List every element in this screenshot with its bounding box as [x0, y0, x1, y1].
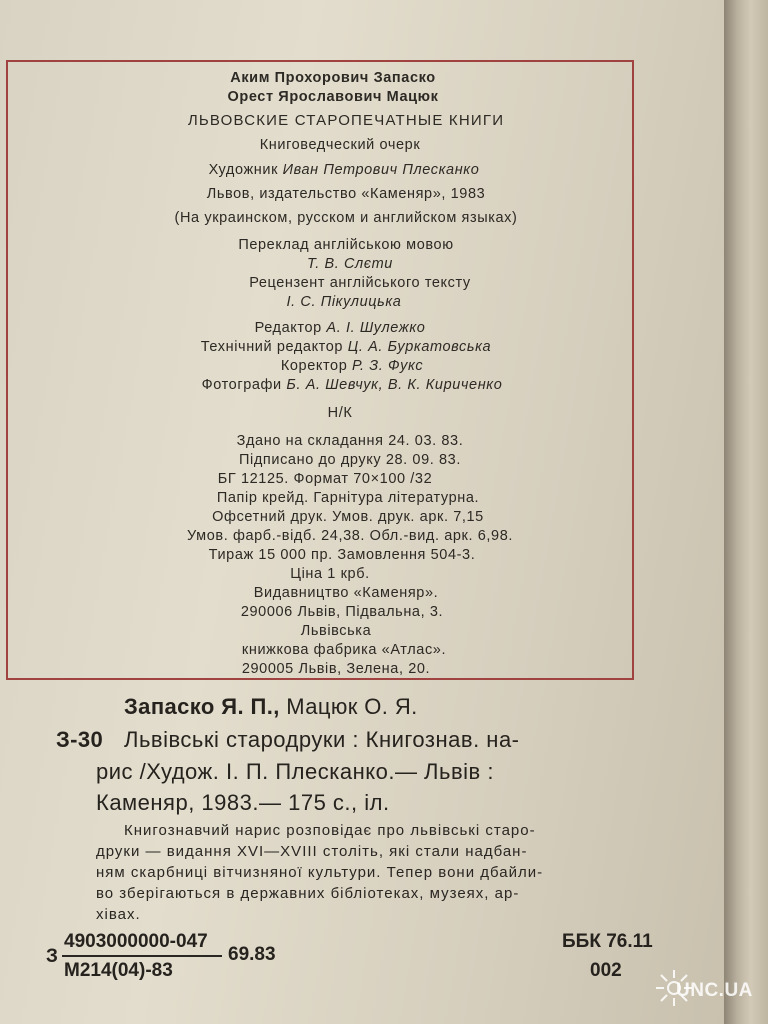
- annotation-line-1: Книгознавчий нарис розповідає про львівські старо-: [124, 822, 536, 839]
- annotation-line-5: хівах.: [96, 906, 141, 923]
- tech-line-6: Умов. фарб.-відб. 24,38. Обл.-вид. арк. 6,98.: [186, 528, 514, 544]
- editor-line: [255, 320, 426, 336]
- proofreader-line: [281, 358, 423, 374]
- tech-editor-line: [201, 339, 491, 355]
- bbk-code: ББК 76.11: [562, 931, 653, 952]
- catalog-entry-3: Каменяр, 1983.— 175 с., іл.: [96, 790, 390, 815]
- factory-name: книжкова фабрика «Атлас».: [241, 642, 447, 658]
- page-edge-shadow: [724, 0, 768, 1024]
- translator: Т. В. Слєти: [307, 256, 393, 272]
- artist-line: [209, 162, 480, 178]
- publisher-address: 290006 Львів, Підвальна, 3.: [240, 604, 444, 620]
- tech-line-4: Папір крейд. Гарнітура літературна.: [216, 490, 480, 506]
- photographers-line: [202, 377, 503, 393]
- fraction-line: [62, 955, 222, 957]
- tech-line-7: Тираж 15 000 пр. Замовлення 504-3.: [208, 547, 476, 563]
- bbk-number: 002: [590, 960, 622, 981]
- artist-label: Художник: [208, 162, 279, 178]
- languages-line: (На украинском, русском и английском языках): [174, 210, 518, 226]
- biblio-code: 69.83: [228, 944, 276, 965]
- biblio-numerator: 4903000000-047: [64, 931, 208, 952]
- catalog-authors: [124, 694, 418, 720]
- proofreader-label: Коректор: [280, 358, 348, 374]
- publisher-line: Львов, издательство «Каменяр», 1983: [206, 186, 486, 202]
- annotation-line-4: во зберігаються в державних бібліотеках, музеях, ар-: [96, 885, 520, 902]
- editor-label: Редактор: [254, 320, 322, 336]
- tech-line-2: Підписано до друку 28. 09. 83.: [239, 452, 461, 468]
- watermark-text: UNC.UA: [676, 980, 753, 1001]
- photographers-label: Фотографи: [201, 377, 282, 393]
- catalog-entry-1: Львівські стародруки : Книгознав. на-: [124, 727, 520, 752]
- catalog-author-rest: Мацюк О. Я.: [286, 694, 418, 719]
- tech-editor-name: Ц. А. Буркатовська: [347, 339, 492, 355]
- annotation-line-2: друки — видання XVI—XVIII століть, які стали надбан-: [96, 843, 528, 860]
- reviewer-label: Рецензент англійського тексту: [249, 275, 471, 291]
- translation-label: Переклад англійською мовою: [238, 237, 454, 253]
- editor-name: А. І. Шулежко: [326, 320, 426, 336]
- biblio-z: З: [46, 946, 58, 967]
- tech-editor-label: Технічний редактор: [200, 339, 344, 355]
- tech-line-5: Офсетний друк. Умов. друк. арк. 7,15: [212, 509, 484, 525]
- author-2: Орест Ярославович Мацюк: [227, 89, 439, 105]
- price-line: Ціна 1 крб.: [290, 566, 370, 582]
- tech-line-1: Здано на складання 24. 03. 83.: [236, 433, 464, 449]
- artist-name: Иван Петрович Плесканко: [282, 162, 480, 178]
- factory-address: 290005 Львів, Зелена, 20.: [241, 661, 431, 677]
- proofreader-name: Р. З. Фукс: [352, 358, 424, 374]
- book-title: ЛЬВОВСКИЕ СТАРОПЕЧАТНЫЕ КНИГИ: [187, 112, 505, 129]
- tech-line-3: БГ 12125. Формат 70×100 /32: [217, 471, 433, 487]
- catalog-author-bold: Запаско Я. П.,: [124, 694, 280, 719]
- author-1: Аким Прохорович Запаско: [230, 70, 436, 86]
- factory-city: Львівська: [300, 623, 372, 639]
- book-subtitle: Книговедческий очерк: [259, 137, 421, 153]
- annotation-line-3: ням скарбниці вітчизняної культури. Тепер вони дбайли-: [96, 864, 544, 881]
- reviewer: І. С. Пікулицька: [286, 294, 402, 310]
- catalog-entry-2: рис /Худож. І. П. Плесканко.— Львів :: [96, 759, 494, 784]
- nk-mark: Н/К: [327, 405, 353, 421]
- biblio-denominator: М214(04)-83: [64, 960, 173, 981]
- photographers-names: Б. А. Шевчук, В. К. Кириченко: [286, 377, 503, 393]
- catalog-index: З-30: [56, 727, 104, 752]
- publisher-name: Видавництво «Каменяр».: [253, 585, 439, 601]
